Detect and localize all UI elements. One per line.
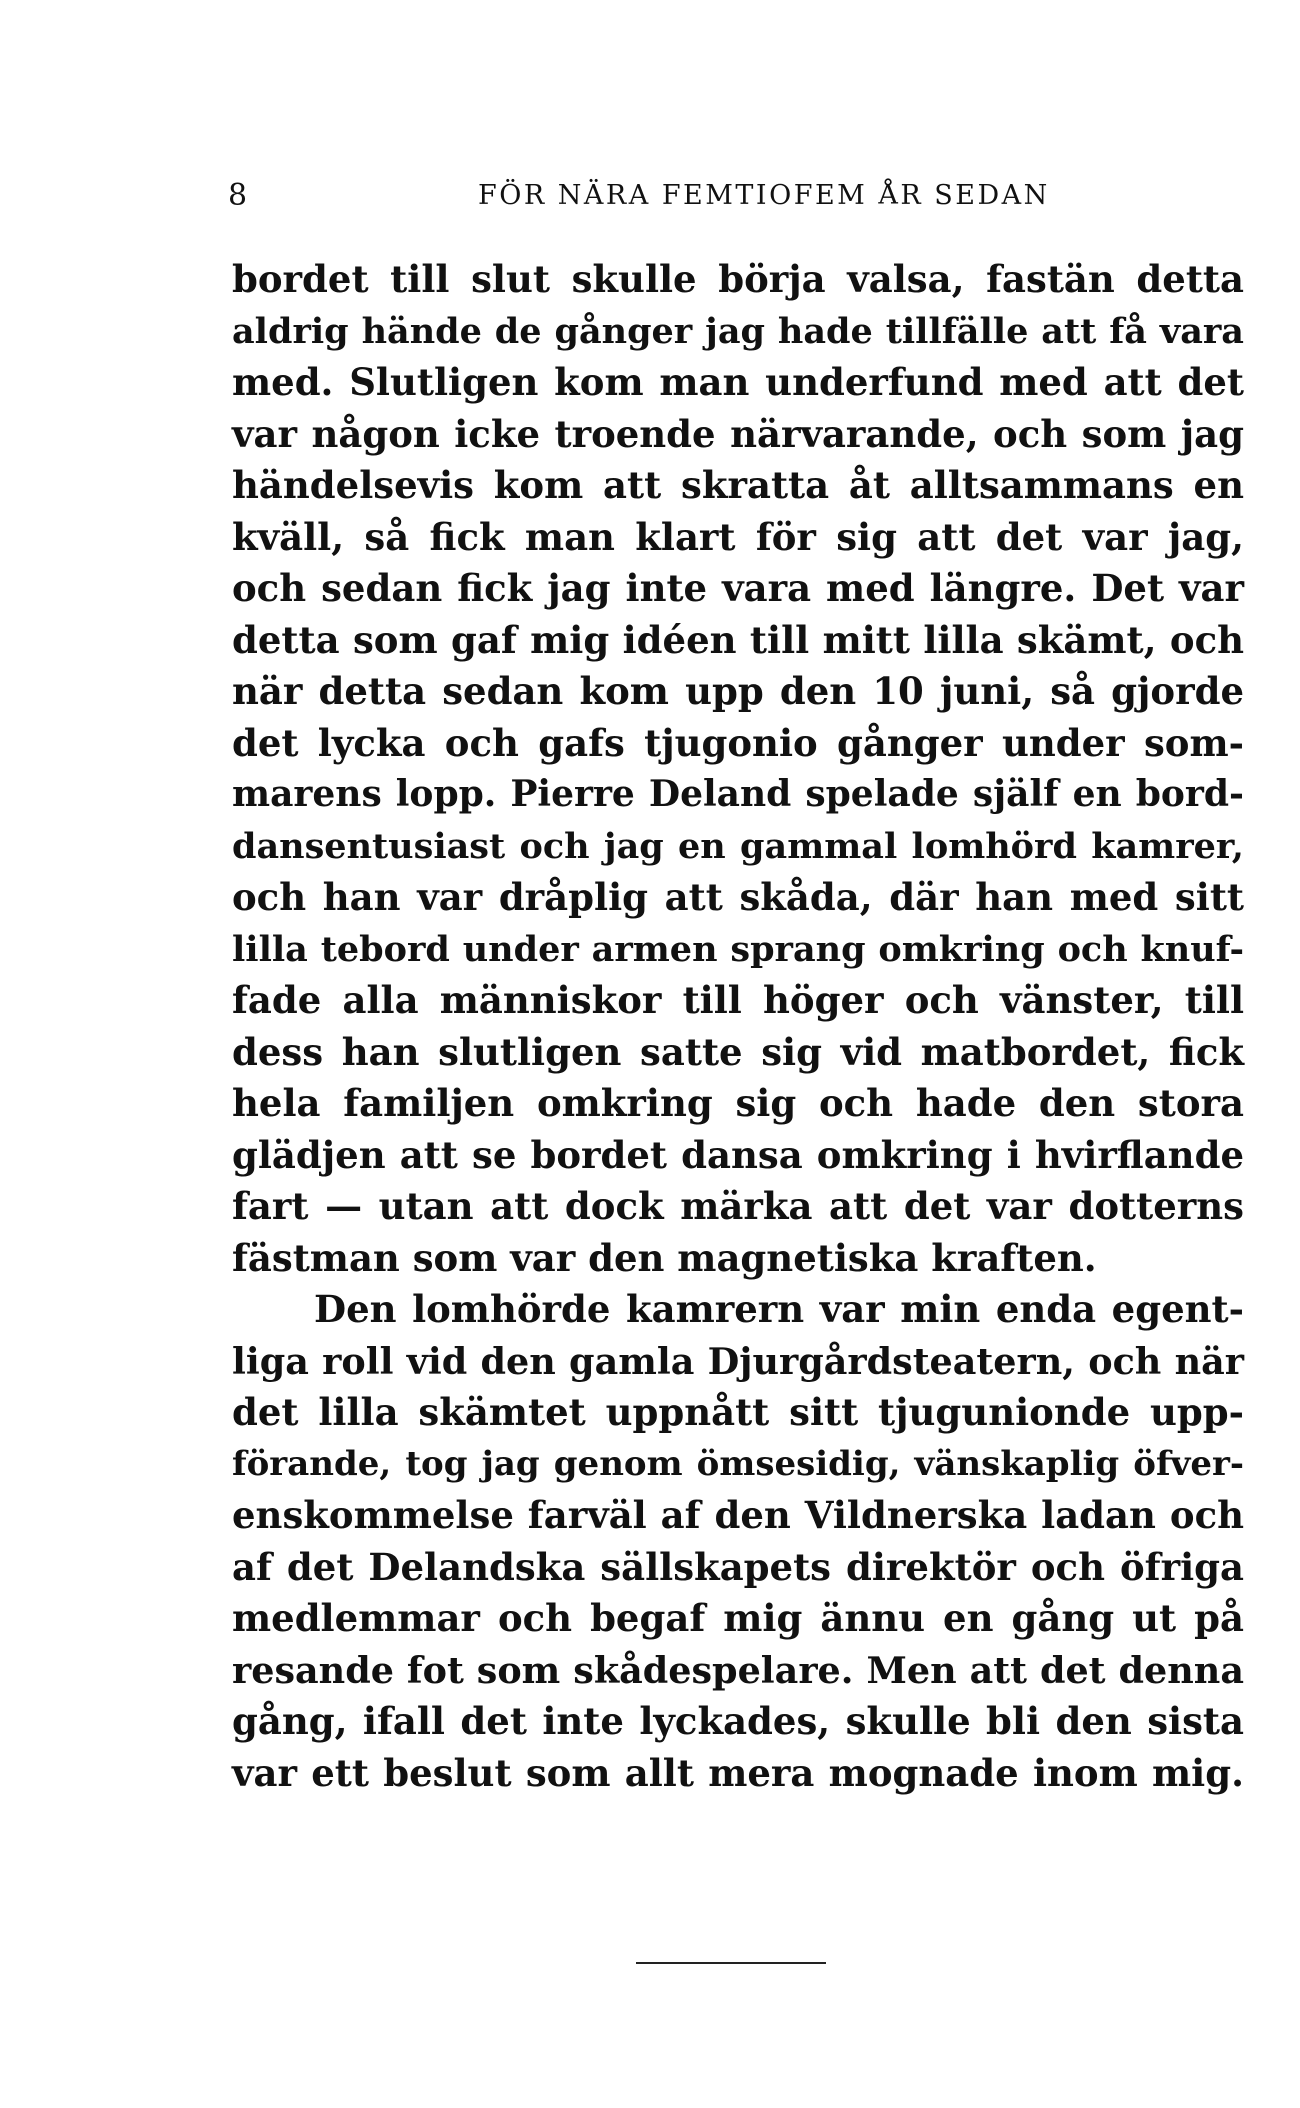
text-line: medlemmar och begaf mig ännu en gång ut på bbox=[232, 1596, 1244, 1640]
text-line: händelsevis kom att skratta åt alltsammans en bbox=[232, 463, 1244, 507]
page-number: 8 bbox=[228, 178, 249, 213]
text-line: marens lopp. Pierre Deland spelade själf en bord- bbox=[232, 773, 1244, 815]
text-line: med. Slutligen kom man underfund med att det bbox=[232, 360, 1244, 404]
text-line: förande, tog jag genom ömsesidig, vänskaplig öfver- bbox=[232, 1443, 1244, 1484]
text-line: fästman som var den magnetiska kraften. bbox=[232, 1235, 1097, 1280]
text-line: fade alla människor till höger och vänster, till bbox=[232, 978, 1244, 1022]
paragraph-2 bbox=[232, 1284, 1244, 1799]
text-line: enskommelse farväl af den Vildnerska ladan och bbox=[232, 1493, 1244, 1537]
text-line: resande fot som skådespelare. Men att det denna bbox=[232, 1648, 1244, 1692]
text-line: var ett beslut som allt mera mognade inom mig. bbox=[232, 1750, 1244, 1795]
running-head: FÖR NÄRA FEMTIOFEM ÅR SEDAN bbox=[478, 180, 1050, 211]
text-line: Den lomhörde kamrern var min enda egent- bbox=[314, 1287, 1244, 1331]
section-end-rule bbox=[636, 1962, 826, 1964]
text-line: när detta sedan kom upp den 10 juni, så gjorde bbox=[232, 669, 1244, 713]
text-line: det lycka och gafs tjugonio gånger under som- bbox=[232, 720, 1244, 765]
text-line: liga roll vid den gamla Djurgårdsteatern, och när bbox=[232, 1339, 1244, 1383]
page-header bbox=[228, 178, 1248, 218]
text-line: glädjen att se bordet dansa omkring i hvirflande bbox=[232, 1132, 1244, 1177]
text-line: var någon icke troende närvarande, och som jag bbox=[232, 411, 1244, 456]
text-line: dess han slutligen satte sig vid matbordet, fick bbox=[232, 1029, 1244, 1074]
text-line: dansentusiast och jag en gammal lomhörd kamrer, bbox=[232, 825, 1244, 867]
text-line: och sedan fick jag inte vara med längre. Det var bbox=[232, 566, 1244, 610]
text-line: det lilla skämtet uppnått sitt tjugunionde upp- bbox=[232, 1390, 1244, 1434]
text-line: detta som gaf mig idéen till mitt lilla skämt, och bbox=[232, 617, 1244, 662]
text-line: af det Delandska sällskapets direktör och öfriga bbox=[232, 1544, 1244, 1589]
body-text bbox=[232, 254, 1244, 1799]
text-line: aldrig hände de gånger jag hade tillfälle att få vara bbox=[232, 310, 1244, 352]
text-line: och han var dråplig att skåda, där han med sitt bbox=[232, 875, 1244, 919]
text-line: hela familjen omkring sig och hade den stora bbox=[232, 1081, 1244, 1125]
paragraph-1 bbox=[232, 254, 1244, 1284]
text-line: fart — utan att dock märka att det var dotterns bbox=[232, 1184, 1244, 1228]
text-line: kväll, så fick man klart för sig att det var jag, bbox=[232, 514, 1244, 559]
text-line: gång, ifall det inte lyckades, skulle bli den sista bbox=[232, 1699, 1244, 1743]
text-line: lilla tebord under armen sprang omkring och knuf- bbox=[232, 928, 1244, 970]
text-line: bordet till slut skulle börja valsa, fastän detta bbox=[232, 257, 1244, 301]
